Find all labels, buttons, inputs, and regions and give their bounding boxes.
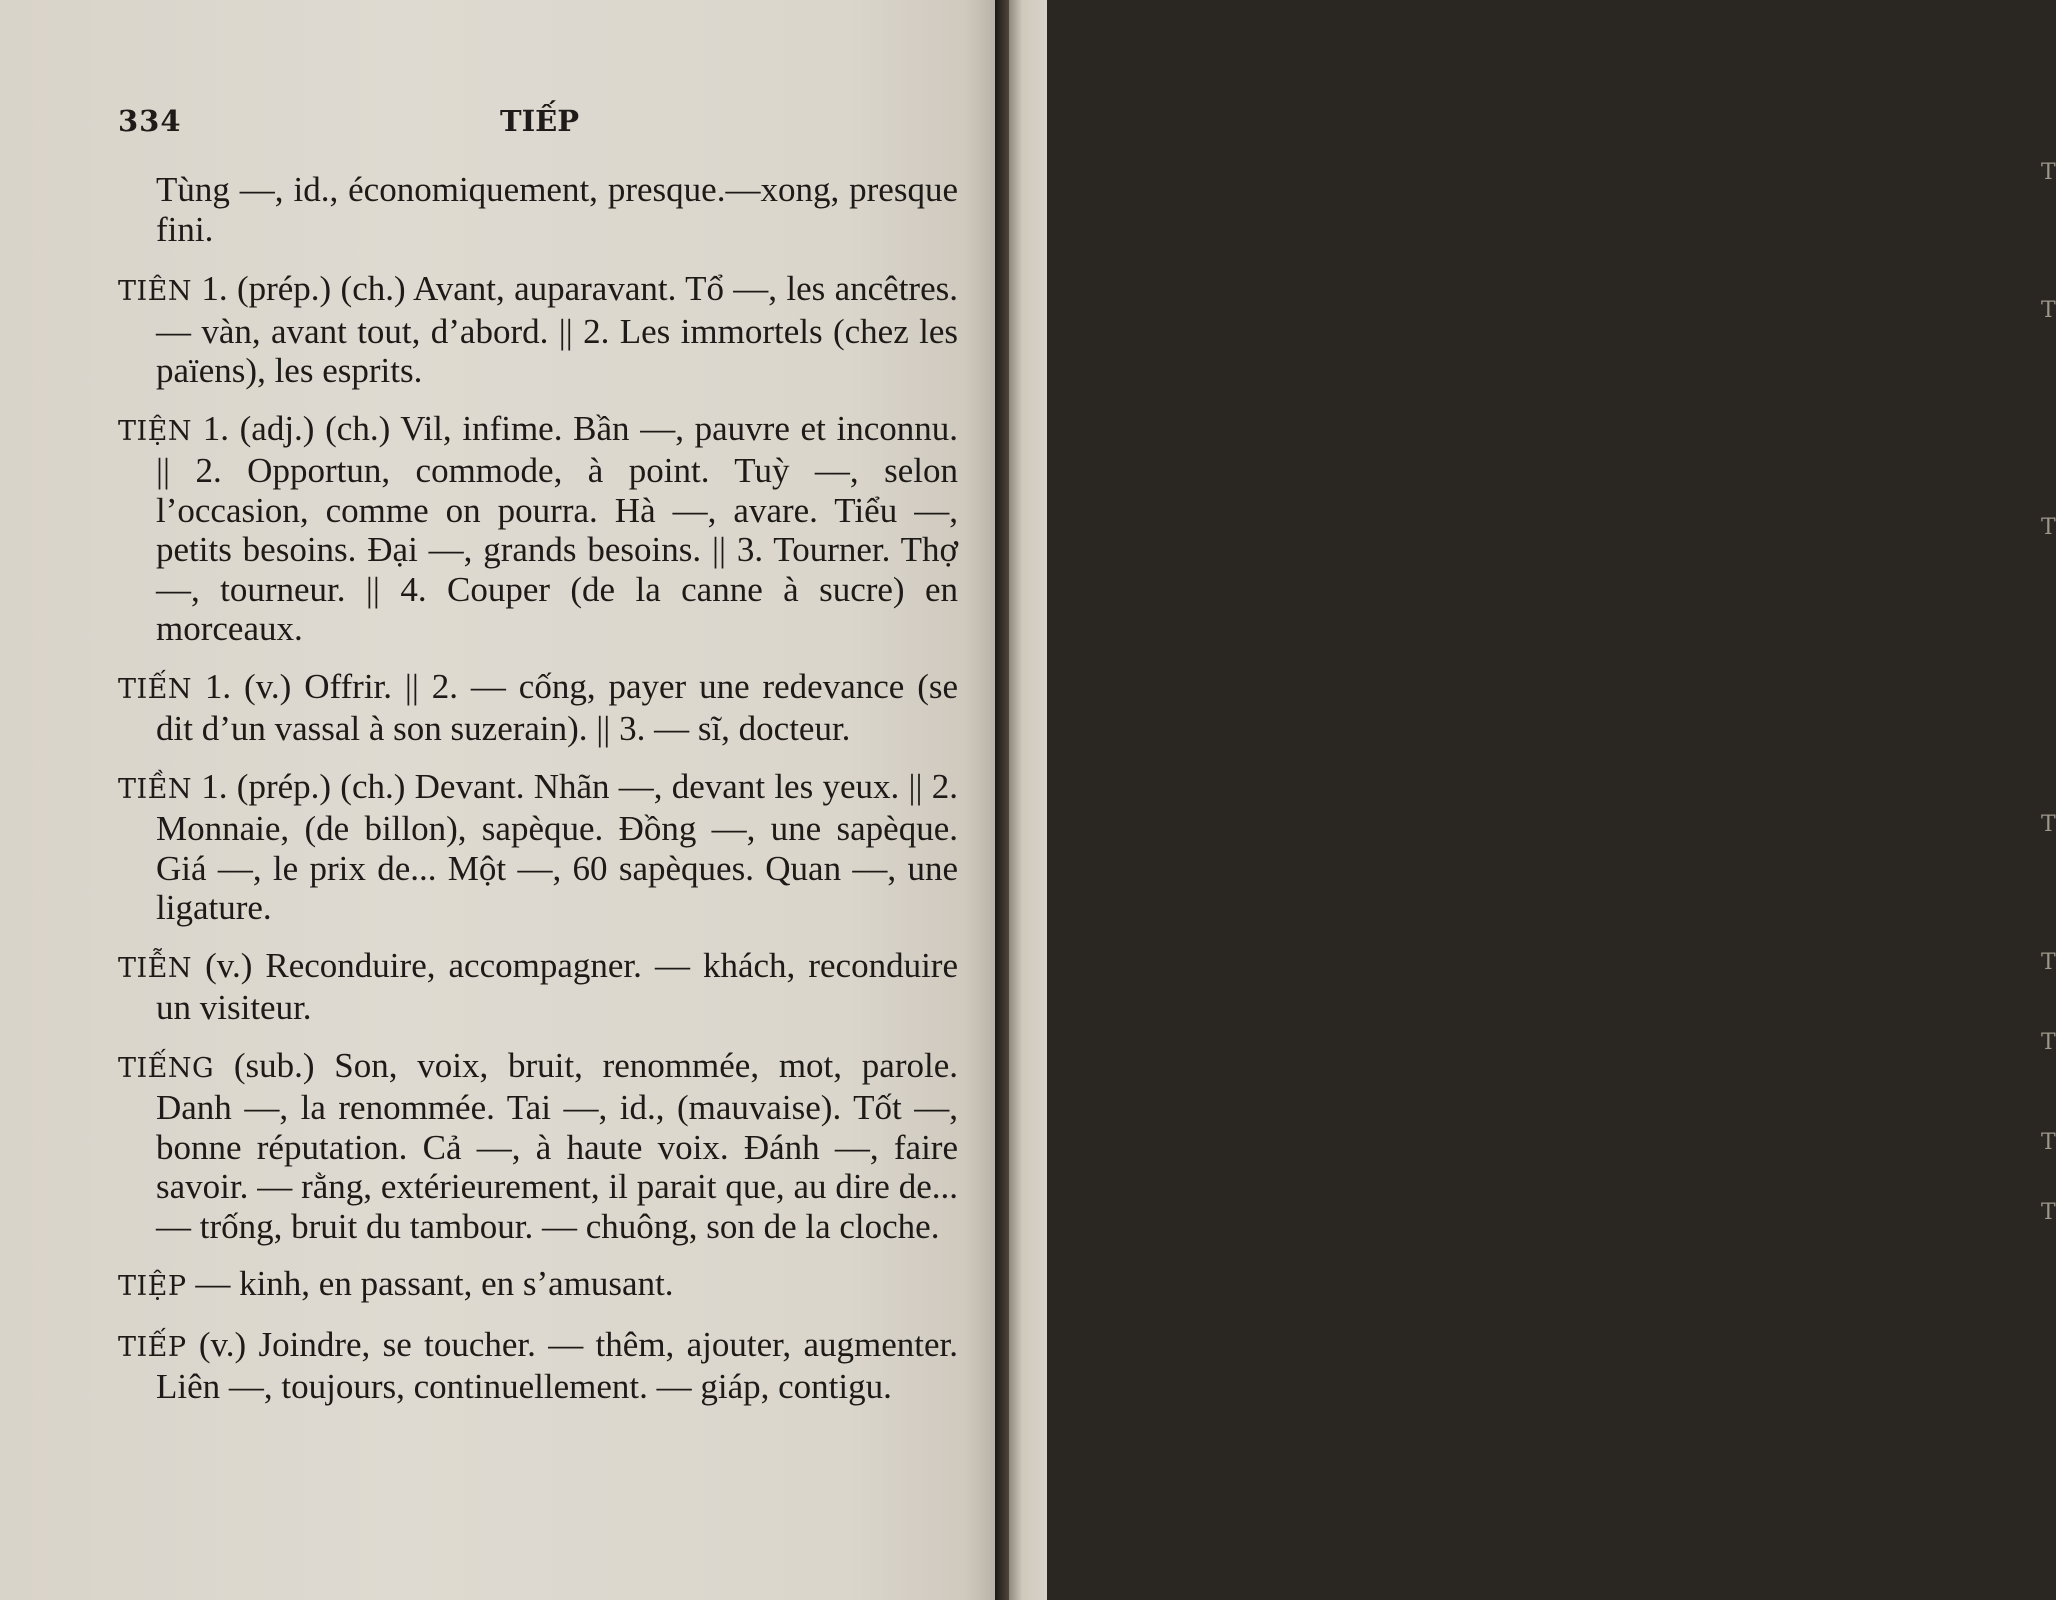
entry-text: (sub.) Son, voix, bruit, renommée, mot, parole. Danh —, la renommée. Tai —, id., (mauvaise). Tốt —, bonne réputation. Cả —, à haute voix. Đánh —, faire savoir. — rằng, extérieurement, il parait que, au dire de... — trống, bruit du tambour. — chuông, son de la cloche. xyxy=(156,1045,958,1246)
entry-text: Tùng —, id., économiquement, presque.—xong, presque fini. xyxy=(156,170,958,249)
entry-tien-2 xyxy=(118,409,958,649)
bleed-letter: T xyxy=(2041,298,2056,323)
adjacent-page-edge xyxy=(1009,0,2056,1600)
entries-body xyxy=(118,170,958,1425)
entry-headword: TIỆP xyxy=(118,1271,187,1302)
page-header xyxy=(118,104,958,144)
entry-continuation xyxy=(118,170,958,249)
entry-text: 1. (prép.) (ch.) Avant, auparavant. Tổ —, les ancêtres. — vàn, avant tout, d’abord. || 2. Les immortels (chez les païens), les esprits. xyxy=(156,269,958,390)
entry-tien xyxy=(118,269,958,391)
entry-text: 1. (prép.) (ch.) Devant. Nhãn —, devant les yeux. || 2. Monnaie, (de billon), sapèque. Đồng —, une sapèque. Giá —, le prix de... Một —, 60 sapèques. Quan —, une ligature. xyxy=(156,766,959,927)
bleed-letter: T xyxy=(2041,1130,2056,1155)
entry-headword: TIỆN xyxy=(118,415,193,447)
entry-headword: TIỄN xyxy=(118,952,193,984)
entry-headword: TIẾNG xyxy=(118,1052,215,1084)
entry-tiep-2 xyxy=(118,1325,958,1407)
bleed-letter: T xyxy=(2041,515,2056,540)
dictionary-page xyxy=(0,0,995,1600)
entry-tien-5 xyxy=(118,946,958,1028)
entry-text: (v.) Joindre, se toucher. — thêm, ajouter, augmenter. Liên —, toujours, continuellement. — giáp, contigu. xyxy=(156,1324,959,1406)
entry-tien-3 xyxy=(118,667,958,749)
running-head: TIẾP xyxy=(500,104,580,138)
bleed-letter: T xyxy=(2041,1200,2056,1225)
entry-headword: TIỀN xyxy=(118,773,193,805)
entry-headword: TIÊN xyxy=(118,276,193,307)
bleed-letter: T xyxy=(2041,160,2056,185)
entry-tien-4 xyxy=(118,767,958,928)
entry-text: (v.) Reconduire, accompagner. — khách, reconduire un visiteur. xyxy=(156,945,958,1027)
entry-tieng xyxy=(118,1046,958,1247)
entry-text: 1. (v.) Offrir. || 2. — cống, payer une redevance (se dit d’un vassal à son suzerain). || 3. — sĩ, docteur. xyxy=(156,666,959,748)
entry-headword: TIẾP xyxy=(118,1331,187,1363)
entry-text: 1. (adj.) (ch.) Vil, infime. Bần —, pauvre et inconnu. || 2. Opportun, commode, à point. Tuỳ —, selon l’occasion, comme on pourra. Hà —, avare. Tiểu —, petits besoins. Đại —, grands besoins. || 3. Tourner. Thợ —, tourneur. || 4. Couper (de la canne à sucre) en morceaux. xyxy=(156,408,959,648)
book-spine-gutter xyxy=(995,0,1009,1600)
entry-text: — kinh, en passant, en s’amusant. xyxy=(195,1264,674,1303)
bleed-letter: T xyxy=(2041,1030,2056,1055)
page-number: 334 xyxy=(118,104,182,138)
bleed-letter: T xyxy=(2041,950,2056,975)
entry-tiep xyxy=(118,1264,958,1307)
bleed-letter: T xyxy=(2041,812,2056,837)
entry-headword: TIẾN xyxy=(118,673,193,705)
